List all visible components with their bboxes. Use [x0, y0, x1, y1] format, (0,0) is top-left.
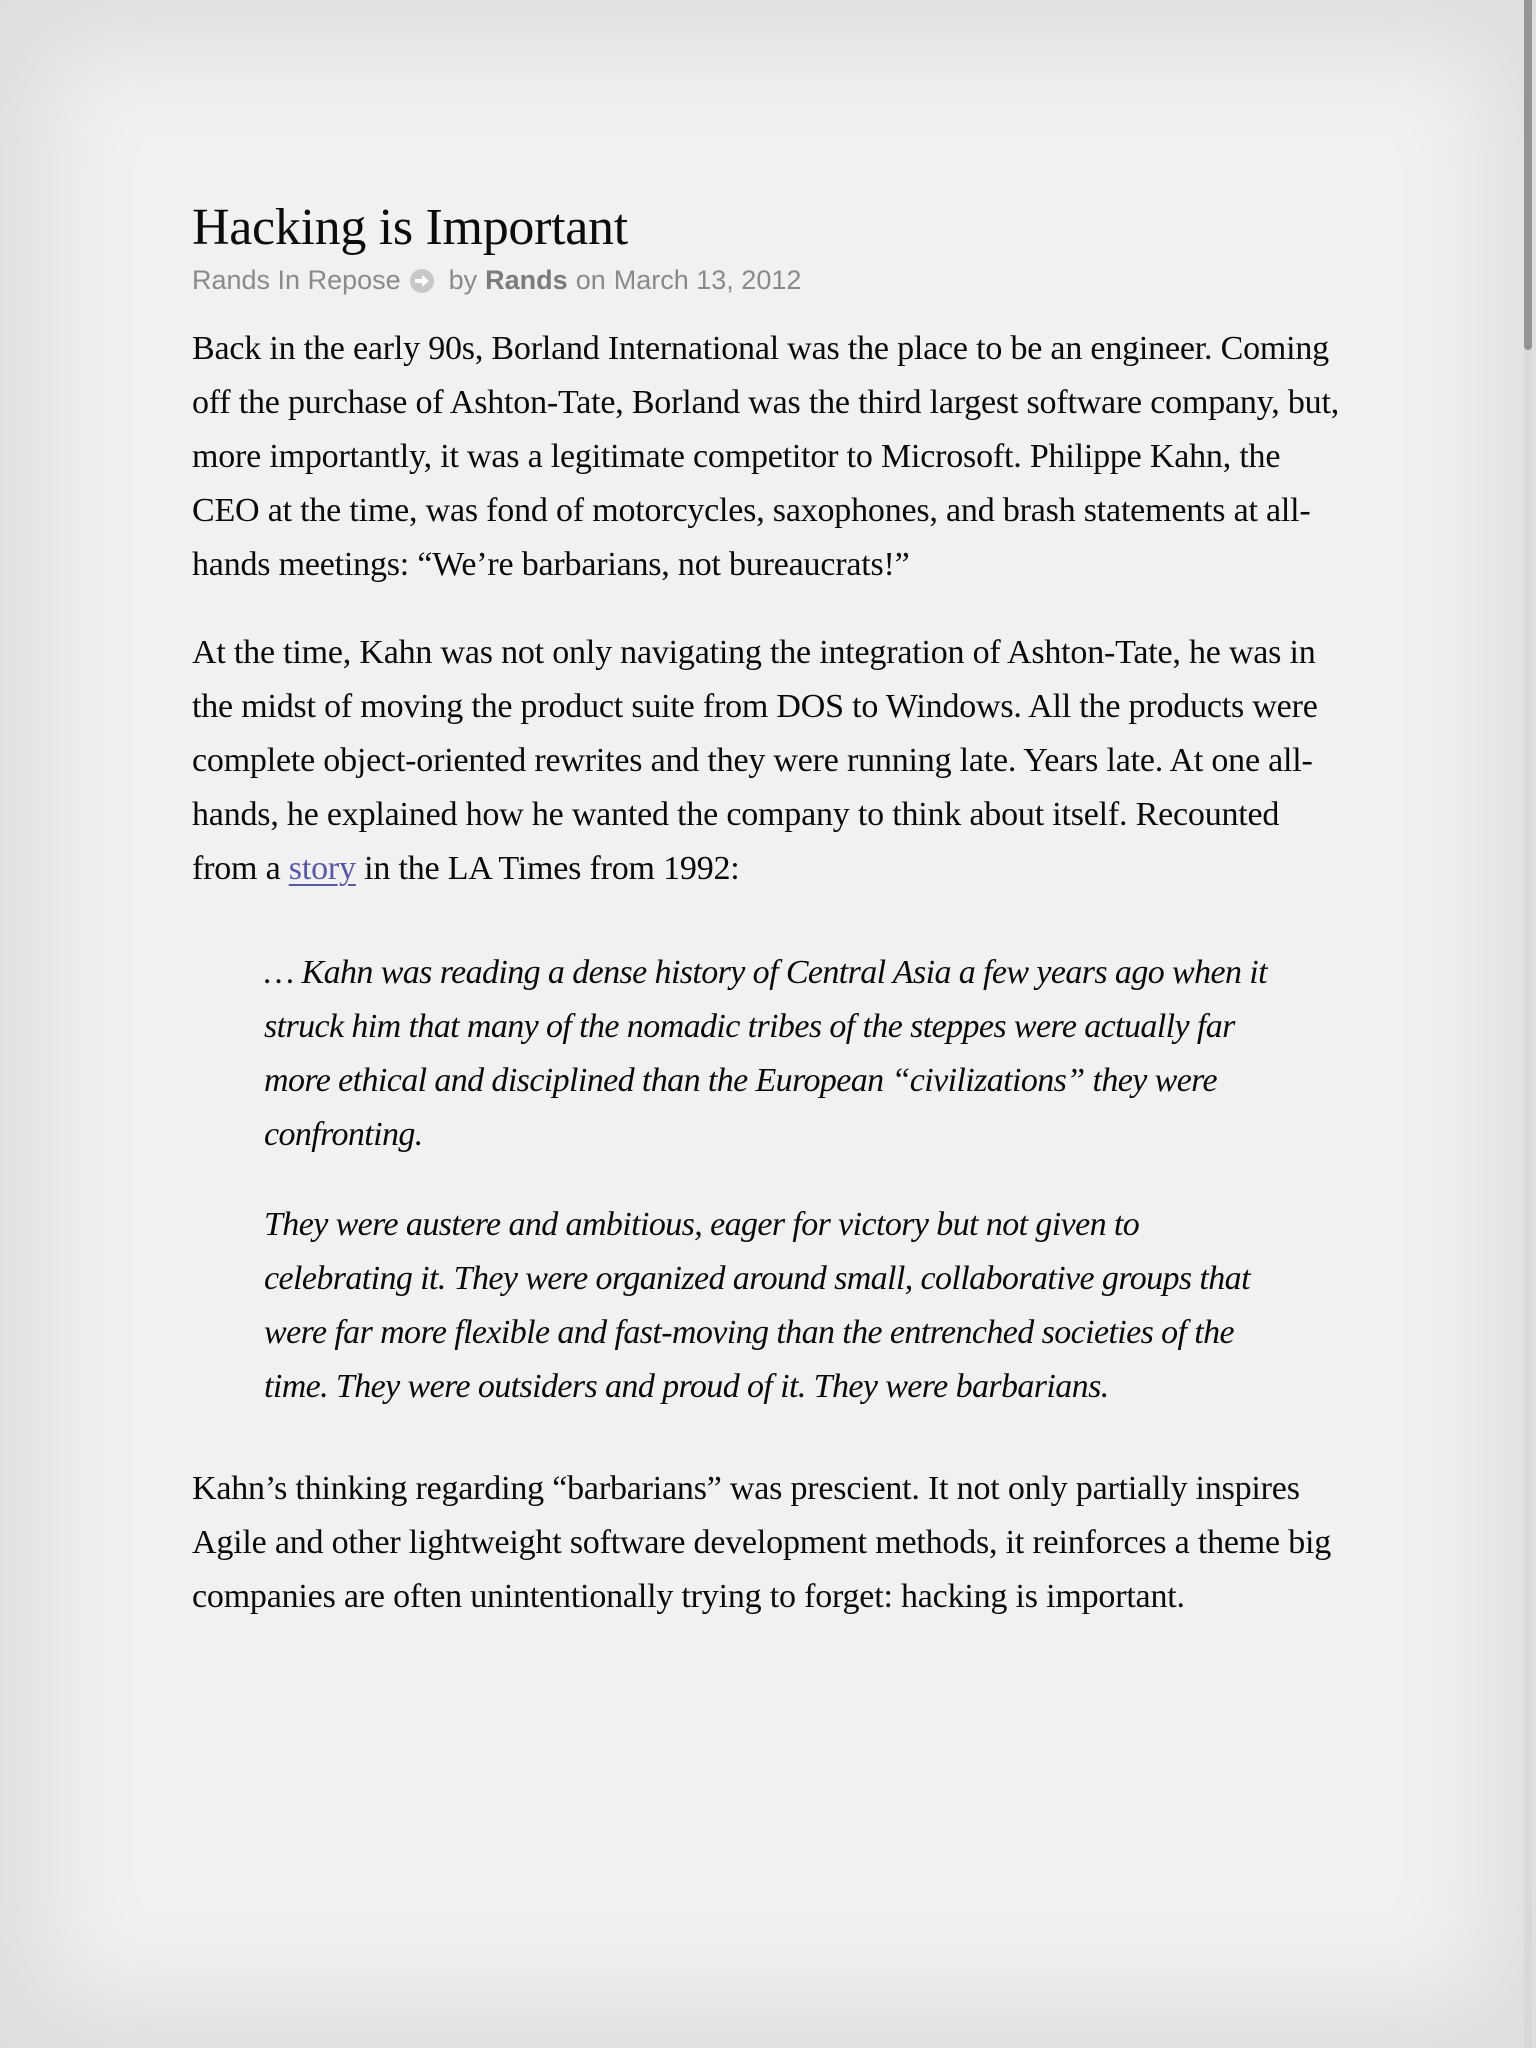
article — [192, 196, 1352, 1624]
paragraph — [192, 626, 1352, 896]
article-title: Hacking is Important — [192, 199, 628, 256]
scrollbar-thumb[interactable] — [1524, 0, 1532, 350]
arrow-circle-right-icon[interactable] — [409, 267, 435, 293]
closing-paragraph: Kahn’s thinking regarding “barbarians” was prescient. It not only partially inspires Agile and other lightweight software development methods, it reinforces a theme big companies are often unintentionally trying to forget: hacking is important. — [192, 1470, 1332, 1615]
byline-by: by — [448, 265, 478, 295]
quote-paragraph: … Kahn was reading a dense history of Central Asia a few years ago when it struck him that many of the nomadic tribes of the steppes were actually far more ethical and disciplined than the European “civilizations” they were confronting. — [264, 954, 1267, 1153]
quote-paragraph: They were austere and ambitious, eager for victory but not given to celebrating it. They were organized around small, collaborative groups that were far more flexible and fast-moving than the entrenched societies of the time. They were outsiders and proud of it. They were barbarians. — [264, 1206, 1250, 1405]
blockquote — [264, 946, 1284, 1414]
source-link[interactable]: Rands In Repose — [192, 265, 401, 295]
paragraph: Back in the early 90s, Borland International was the place to be an engineer. Coming off the purchase of Ashton-Tate, Borland was the third largest software company, but, more importantly, it was a legitimate competitor to Microsoft. Philippe Kahn, the CEO at the time, was fond of motorcycles, saxophones, and brash statements at all-hands meetings: “We’re barbarians, not bureaucrats!” — [192, 330, 1340, 583]
byline-on: on — [575, 265, 606, 295]
story-link[interactable]: story — [288, 850, 356, 887]
paragraph-text: At the time, Kahn was not only navigating the integration of Ashton-Tate, he was in the midst of moving the product suite from DOS to Windows. All the products were complete object-oriented rewrites and they were running late. Years late. At one all-hands, he explained how he wanted the company to think about itself. Recounted from a — [192, 634, 1318, 887]
author-name[interactable]: Rands — [485, 265, 568, 295]
paragraph-text: in the LA Times from 1992: — [355, 850, 740, 887]
byline — [192, 262, 1352, 298]
publish-date: March 13, 2012 — [613, 265, 802, 295]
